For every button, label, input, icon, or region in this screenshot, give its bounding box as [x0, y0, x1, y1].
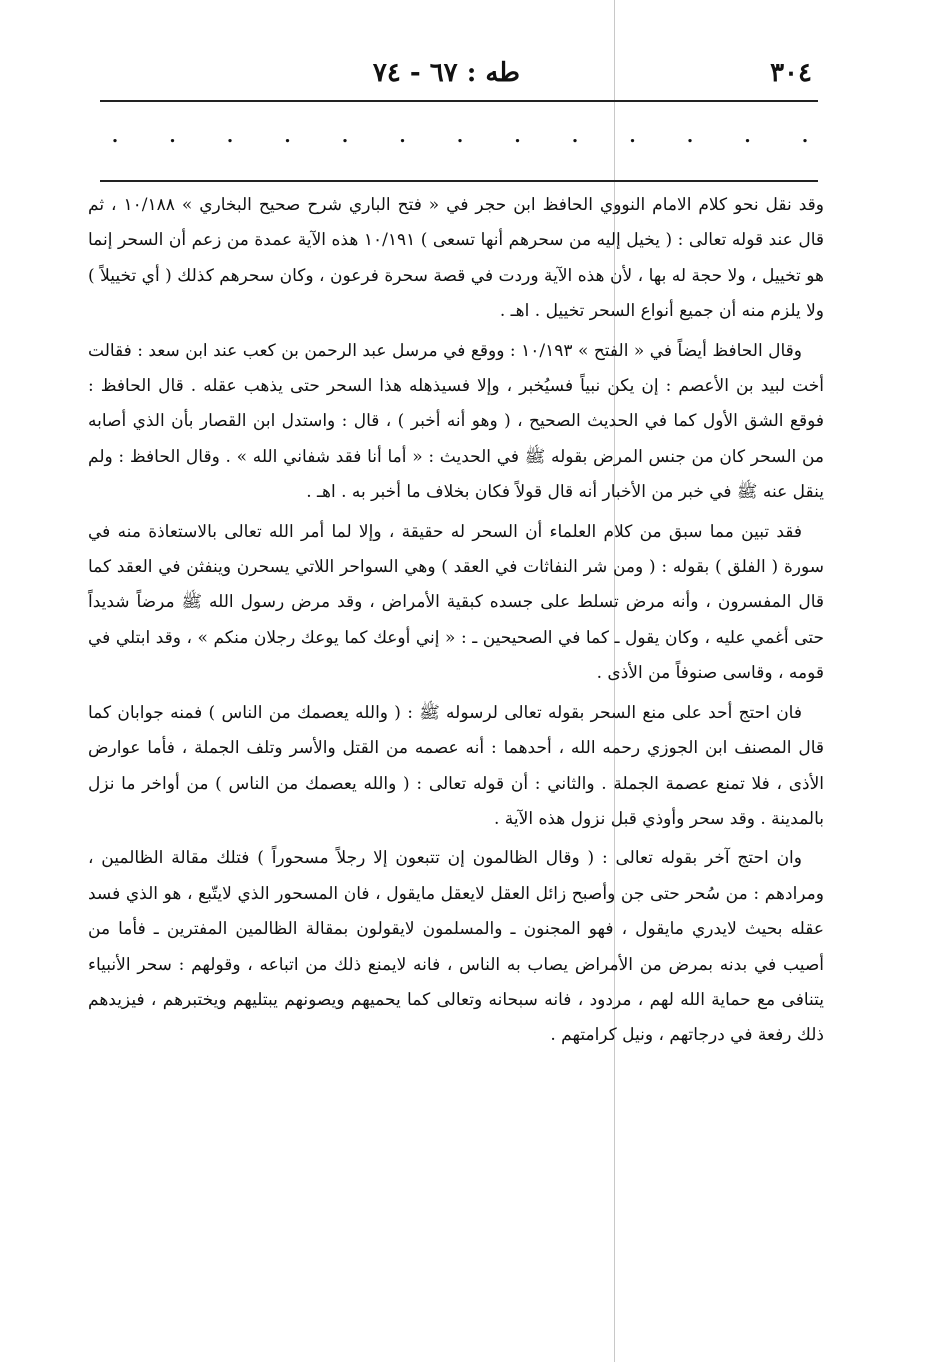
dot: .	[801, 126, 809, 147]
dot: .	[629, 126, 636, 147]
running-head: طه : ٦٧ - ٧٤	[372, 58, 520, 88]
dot: .	[456, 126, 464, 147]
dot: .	[111, 126, 119, 147]
page-number: ٣٠٤	[770, 58, 812, 88]
commentary-text	[88, 188, 824, 1058]
dot: .	[399, 126, 406, 147]
section-rule	[100, 180, 818, 182]
header-rule	[100, 100, 818, 102]
dot: .	[226, 126, 234, 147]
dot: .	[169, 126, 176, 147]
paragraph: وان احتج آخر بقوله تعالى : ( وقال الظالمون إن تتبعون إلا رجلاً مسحوراً ) فتلك مقالة الظالمين ، ومرادهم : من سُحر حتى جن وأصبح زائل العقل لايعقل مايقول ، فان المسحور الذي لايتّبع ، هو الذي فسد عقله بحيث لايدري مايقول ، فهو المجنون ـ والمسلمون لايقولون بمقالة الظالمين المفترين ـ فأما من أصيب في بدنه بمرض من الأمراض يصاب به الناس ، فانه لايمنع ذلك من اتباعه ، وقولهم : سحر الأنبياء يتنافى مع حماية الله لهم ، مردود ، فانه سبحانه وتعالى كما يحميهم ويصونهم يبتليهم ويختبرهم ، فيزيدهم ذلك رفعة في درجاتهم ، ونيل كرامتهم .	[88, 848, 824, 1046]
paragraph: فقد تبين مما سبق من كلام العلماء أن السحر له حقيقة ، وإلا لما أمر الله تعالى بالاستعاذة منه في سورة ( الفلق ) بقوله : ( ومن شر النفاثات في العقد ) وهي السواحر اللاتي يسحرن وينفثن في العقد كما قال المفسرون ، وأنه مرض تسلط على جسده كبقية الأمراض ، وقد مرض رسول الله ﷺ مرضاً شديداً حتى أغمي عليه ، وكان يقول ـ كما في الصحيحين ـ : « إني أوعك كما يوعك رجلان منكم » ، وقد ابتلي في قومه ، وقاسى صنوفاً من الأذى .	[88, 521, 824, 684]
dot: .	[341, 126, 349, 147]
dot: .	[514, 126, 521, 147]
paragraph: وقال الحافظ أيضاً في « الفتح » ١٠/١٩٣ : ووقع في مرسل عبد الرحمن بن كعب عند ابن سعد : فقالت أخت لبيد بن الأعصم : إن يكن نبياً فسيُخبر ، وإلا فسيذهله هذا السحر حتى يذهب عقله . قال الحافظ : فوقع الشق الأول كما في الحديث الصحيح ، ( وهو أنه أخبر ) ، قال : واستدل ابن القصار بأن الذي أصابه من السحر كان من جنس المرض بقوله ﷺ في الحديث : « أما أنا فقد شفاني الله » . وقال الحافظ : ولم ينقل عنه ﷺ في خبر من الأخبار أنه قال قولاً فكان بخلاف ما أخبر به . اهـ .	[88, 340, 825, 503]
dot: .	[571, 126, 579, 147]
page-header	[100, 58, 820, 98]
dot-separator-row	[110, 126, 810, 147]
dot: .	[744, 126, 751, 147]
dot: .	[686, 126, 694, 147]
dot: .	[284, 126, 291, 147]
paragraph: وقد نقل نحو كلام الامام النووي الحافظ ابن حجر في « فتح الباري شرح صحيح البخاري » ١٠/١٨٨ ، ثم قال عند قوله تعالى : ( يخيل إليه من سحرهم أنها تسعى ) ١٠/١٩١ هذه الآية عمدة من زعم أن السحر إنما هو تخييل ، ولا حجة له بها ، لأن هذه الآية وردت في قصة سحرة فرعون ، وكان سحرهم كذلك ( أي تخييلاً ) ولا يلزم منه أن جميع أنواع السحر تخييل . اهـ .	[88, 195, 824, 322]
paragraph: فان احتج أحد على منع السحر بقوله تعالى لرسوله ﷺ : ( والله يعصمك من الناس ) فمنه جوابان كما قال المصنف ابن الجوزي رحمه الله ، أحدهما : أنه عصمه من القتل والأسر وتلف الجملة ، فأما عوارض الأذى ، فلا تمنع عصمة الجملة . والثاني : أن قوله تعالى : ( والله يعصمك من الناس ) من أواخر ما نزل بالمدينة . وقد سحر وأوذي قبل نزول هذه الآية .	[88, 702, 824, 829]
